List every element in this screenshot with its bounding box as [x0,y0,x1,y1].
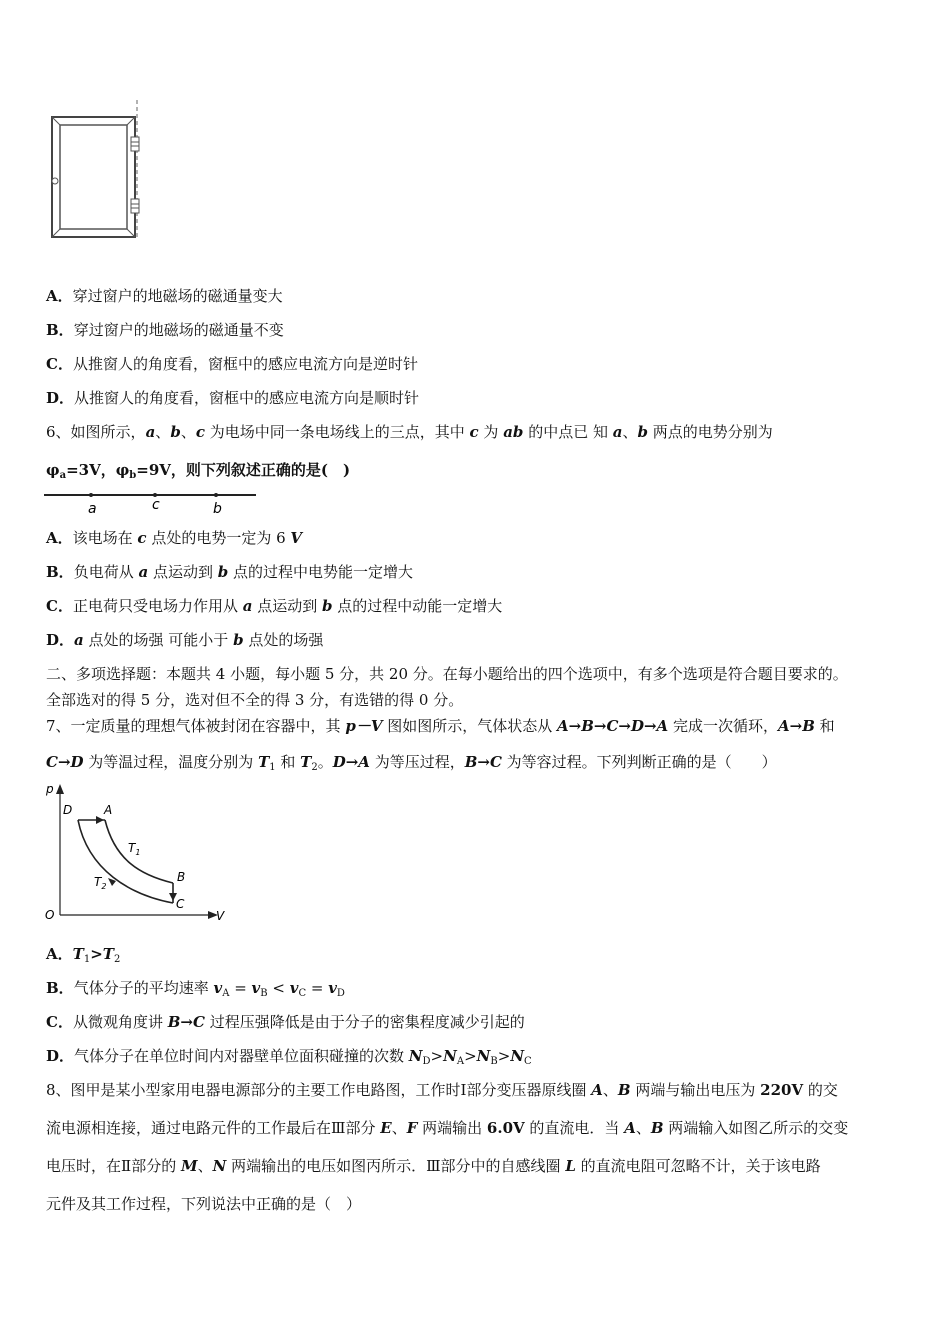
option-letter: B． [46,321,74,339]
origin-label: O [45,908,55,922]
point-c-label: c [152,497,160,513]
point-b-label: b [213,501,222,517]
option-letter: D． [46,389,75,407]
state-c-label: C [176,897,185,911]
option-letter: C． [46,355,73,373]
q6-option-d[interactable]: D．a 点处的场强 可能小于 b 点处的场强 [46,631,324,649]
q8-stem-line2: 流电源相连接，通过电路元件的工作最后在Ⅲ部分 E、F 两端输出 6.0V 的直流电．当 A、B 两端输入如图乙所示的交变 [46,1119,849,1137]
axis-v-label: V [216,909,225,923]
q7-option-c[interactable]: C．从微观角度讲 B→C 过程压强降低是由于分子的密集程度减少引起的 [46,1013,525,1031]
q6-option-a[interactable]: A．该电场在 c 点处的电势一定为 6 V [46,529,303,547]
section2-heading-line2: 全部选对的得 5 分，选对但不全的得 3 分，有选错的得 0 分。 [46,691,464,709]
q7-option-b[interactable]: B．气体分子的平均速率 $v_A = v_B < v_C = v_D$ [46,979,345,999]
q7-option-d[interactable]: D．气体分子在单位时间内对器壁单位面积碰撞的次数 $N_D>N_A>N_B>N_C$ [46,1047,532,1067]
option-text: 穿过窗户的地磁场的磁通量变大 [72,287,283,305]
q6-option-c[interactable]: C．正电荷只受电场力作用从 a 点运动到 b 点的过程中动能一定增大 [46,597,503,615]
q5-option-d[interactable] [46,388,419,408]
t2-label: $T_2$ [94,875,107,891]
option-text: 从推窗人的角度看，窗框中的感应电流方向是逆时针 [72,355,418,373]
axis-p-label: p [46,782,54,796]
q7-option-a[interactable]: A．$T_1>T_2$ [46,945,121,965]
q8-stem-line3: 电压时，在Ⅱ部分的 M、N 两端输出的电压如图丙所示．Ⅲ部分中的自感线圈 L 的直流电阻可忽略不计，关于该电路 [46,1157,821,1175]
state-d-label: D [63,803,73,817]
option-text: 穿过窗户的地磁场的磁通量不变 [73,321,284,339]
q7-stem-line1: 7、一定质量的理想气体被封闭在容器中，其 p－V 图如图所示，气体状态从 A→B→C→D→A 完成一次循环，A→B 和 [46,717,835,735]
pv-diagram [40,780,240,925]
q8-stem-line4: 元件及其工作过程，下列说法中正确的是（ ） [46,1195,362,1213]
q5-option-a[interactable] [46,286,283,306]
option-letter: A． [46,287,73,305]
state-b-label: B [177,870,186,884]
q6-option-b[interactable]: B．负电荷从 a 点运动到 b 点的过程中电势能一定增大 [46,563,414,581]
field-line-figure [44,488,259,518]
q7-stem-line2: C→D 为等温过程，温度分别为 $T_1$ 和 $T_2$。D→A 为等压过程，B→C 为等容过程。下列判断正确的是（ ） [46,753,777,773]
point-a-label: a [88,501,97,517]
q5-option-c[interactable] [46,354,418,374]
q5-option-b[interactable] [46,320,284,340]
q6-stem-line1: 6、如图所示，a、b、c 为电场中同一条电场线上的三点，其中 c 为 ab 的中点已 知 a、b 两点的电势分别为 [46,423,773,441]
window-frame-figure [40,95,160,245]
section2-heading-line1: 二、多项选择题：本题共 4 小题，每小题 5 分，共 20 分。在每小题给出的四个选项中，有多个选项是符合题目要求的。 [46,665,848,683]
t1-label: $T_1$ [128,841,141,857]
option-text: 从推窗人的角度看，窗框中的感应电流方向是顺时针 [74,389,420,407]
q6-stem-line2: $\varphi_a=3V$，$\varphi_b=9V$，则下列叙述正确的是( ) [46,461,351,481]
state-a-label: A [104,803,113,817]
q8-stem-line1: 8、图甲是某小型家用电器电源部分的主要工作电路图，工作时Ⅰ部分变压器原线圈 A、B 两端与输出电压为 220V 的交 [46,1081,838,1099]
